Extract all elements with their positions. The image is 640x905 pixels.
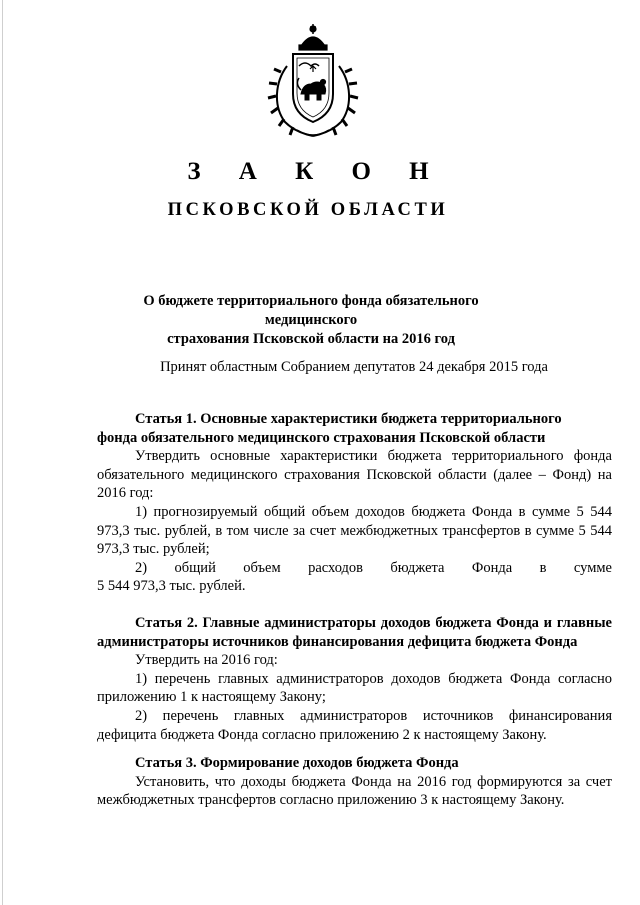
law-body xyxy=(97,410,612,810)
article-1 xyxy=(97,410,612,596)
article-1-item-2-word: общий xyxy=(174,559,216,576)
article-2 xyxy=(97,614,612,744)
article-1-item-2-word: 2) xyxy=(135,559,148,576)
scan-edge-line xyxy=(2,0,3,905)
article-2-item-2: 2) перечень главных администраторов источников финансирования дефицита бюджета Фонда согласно приложению 2 к настоящему Закону. xyxy=(97,707,612,743)
article-2-item-1: 1) перечень главных администраторов доходов бюджета Фонда согласно приложению 1 к настоящему Закону; xyxy=(97,670,612,706)
article-1-intro: Утвердить основные характеристики бюджета территориального фонда обязательного медицинского страхования Псковской области (далее – Фонд) на 2016 год: xyxy=(97,448,612,502)
article-3-text: Установить, что доходы бюджета Фонда на 2016 год формируются за счет межбюджетных трансфертов согласно приложению 3 к настоящему Закону. xyxy=(97,773,612,809)
adoption-note: Принят областным Собранием депутатов 24 декабря 2015 года xyxy=(160,359,548,375)
article-1-item-2-tail: 5 544 973,3 тыс. рублей. xyxy=(97,578,246,595)
article-3-heading: Статья 3. Формирование доходов бюджета Фонда xyxy=(135,755,459,772)
article-1-item-2-line xyxy=(97,559,612,578)
article-1-item-1: 1) прогнозируемый общий объем доходов бюджета Фонда в сумме 5 544 973,3 тыс. рублей, в том числе за счет межбюджетных трансфертов в сумме 5 544 973,3 тыс. рублей; xyxy=(97,503,612,558)
article-1-item-2-word: в xyxy=(539,559,547,576)
article-1-item-2-word: объем xyxy=(243,559,281,576)
article-1-heading-line1: Статья 1. Основные характеристики бюджета территориального xyxy=(135,411,562,427)
region-heading: ПСКОВСКОЙ ОБЛАСТИ xyxy=(167,200,449,220)
document-title-line1: О бюджете территориального фонда обязательного медицинского xyxy=(143,293,479,328)
article-2-intro: Утвердить на 2016 год: xyxy=(135,652,278,669)
article-1-heading xyxy=(97,410,612,429)
article-1-item-2-word: Фонда xyxy=(471,559,513,576)
article-2-heading: Статья 2. Главные администраторы доходов бюджета Фонда и главные администраторы источников финансирования дефицита бюджета Фонда xyxy=(97,614,612,650)
article-3 xyxy=(97,754,612,810)
pskov-coat-of-arms-icon xyxy=(263,22,363,140)
law-heading: З А К О Н xyxy=(187,158,445,185)
article-1-heading-line2: фонда обязательного медицинского страхования Псковской области xyxy=(97,429,546,446)
article-1-item-2-word: бюджета xyxy=(390,559,445,576)
article-1-item-2-word: сумме xyxy=(573,559,612,576)
article-1-item-2-word: расходов xyxy=(308,559,363,576)
document-title-line2: страхования Псковской области на 2016 год xyxy=(167,331,455,347)
document-title xyxy=(120,292,502,349)
